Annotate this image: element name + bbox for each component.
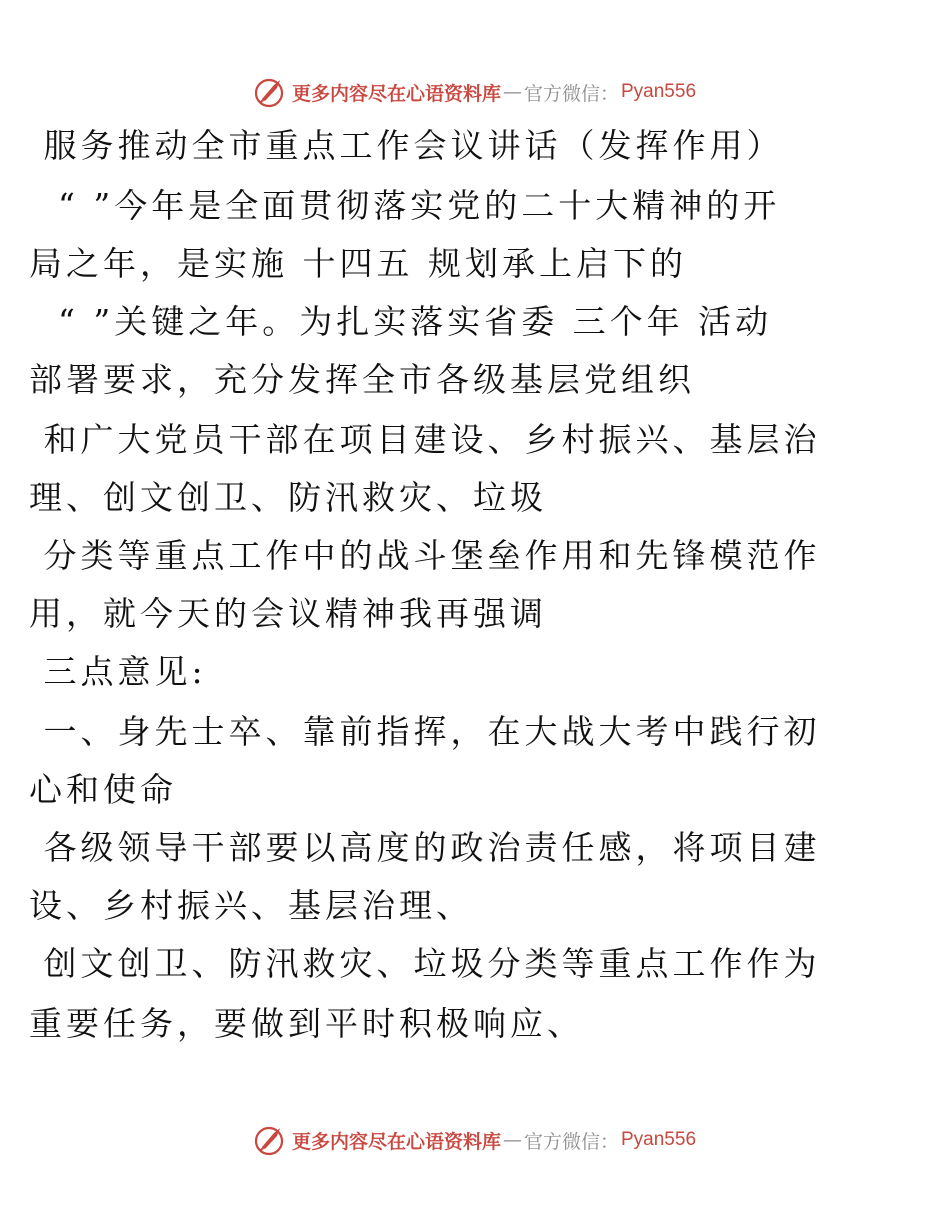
- watermark-id: Pyan556: [621, 81, 697, 102]
- text-line: 局之年，是实施 十四五 规划承上启下的: [0, 244, 687, 283]
- text-line: 重要任务，要做到平时积极响应、: [0, 1004, 584, 1043]
- text-line: 各级领导干部要以高度的政治责任感，将项目建: [0, 828, 821, 867]
- text-line: 分类等重点工作中的战斗堡垒作用和先锋模范作: [0, 536, 821, 575]
- watermark-label: 官方微信：: [523, 1130, 619, 1153]
- header-watermark: [0, 72, 950, 112]
- section-heading: 一、身先士卒、靠前指挥，在大战大考中践行初: [0, 712, 821, 751]
- text-line: 部署要求，充分发挥全市各级基层党组织: [0, 360, 695, 399]
- text-line: 理、创文创卫、防汛救灾、垃圾: [0, 478, 547, 517]
- watermark-title: 更多内容尽在心语资料库: [291, 1130, 501, 1153]
- watermark-title: 更多内容尽在心语资料库: [291, 82, 501, 105]
- pen-logo-icon: [254, 1123, 288, 1157]
- document-title: 服务推动全市重点工作会议讲话（发挥作用）: [0, 126, 784, 165]
- watermark-dash: —: [502, 81, 522, 103]
- pen-logo-icon: [254, 75, 288, 109]
- text-line: 用，就今天的会议精神我再强调: [0, 594, 547, 633]
- text-line: 创文创卫、防汛救灾、垃圾分类等重点工作作为: [0, 944, 821, 983]
- text-line: 设、乡村振兴、基层治理、: [0, 886, 473, 925]
- footer-watermark: [0, 1120, 950, 1160]
- text-line: “ ”今年是全面贯彻落实党的二十大精神的开: [0, 186, 781, 225]
- text-line: “ ”关键之年。为扎实落实省委 三个年 活动: [0, 302, 773, 341]
- watermark-id: Pyan556: [621, 1129, 697, 1150]
- section-heading: 心和使命: [0, 770, 177, 809]
- text-line: 和广大党员干部在项目建设、乡村振兴、基层治: [0, 420, 821, 459]
- watermark-label: 官方微信：: [523, 82, 619, 105]
- watermark-dash: —: [502, 1129, 522, 1151]
- text-line: 三点意见:: [0, 652, 207, 691]
